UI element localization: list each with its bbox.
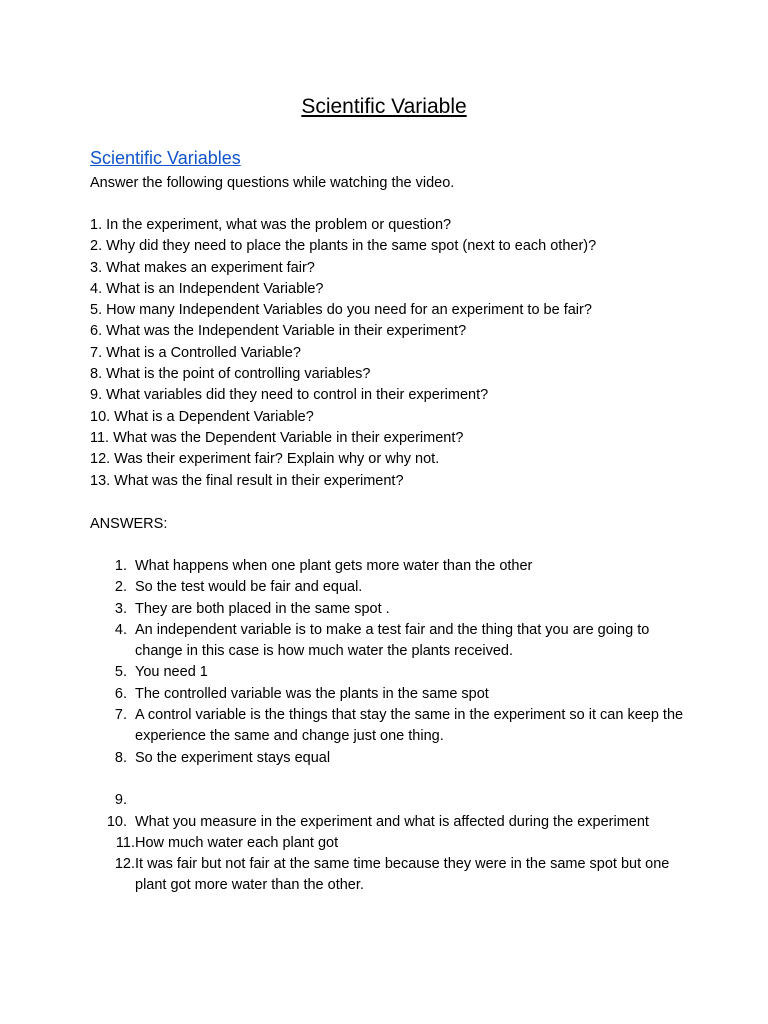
instructions-text: Answer the following questions while watching the video. — [90, 175, 455, 191]
answer-item — [90, 662, 690, 683]
answer-item — [90, 620, 690, 663]
answer-item — [90, 684, 690, 705]
answer-item — [90, 812, 690, 833]
question-item: 6. What was the Independent Variable in their experiment? — [90, 323, 467, 340]
answer-number: 6. — [114, 685, 127, 702]
question-item: 12. Was their experiment fair? Explain why or why not. — [90, 451, 440, 468]
answer-number: 8. — [114, 749, 127, 766]
answer-text: They are both placed in the same spot . — [135, 600, 390, 617]
answer-number: 3. — [114, 600, 127, 617]
answer-number: 4. — [114, 621, 127, 638]
question-item: 3. What makes an experiment fair? — [90, 259, 315, 276]
answer-text: The controlled variable was the plants in the same spot — [135, 685, 489, 702]
answer-item — [90, 833, 690, 854]
answer-item — [90, 854, 690, 897]
answer-text: What you measure in the experiment and what is affected during the experiment — [135, 813, 649, 830]
answer-number: 10. — [106, 813, 127, 830]
answer-text: A control variable is the things that stay the same in the experiment so it can keep the experience the same and change just one thing. — [135, 707, 684, 745]
question-item: 1. In the experiment, what was the problem or question? — [90, 217, 452, 233]
answer-text: It was fair but not fair at the same time because they were in the same spot but one plant got more water than the other. — [135, 856, 670, 894]
question-item: 2. Why did they need to place the plants in the same spot (next to each other)? — [90, 238, 597, 255]
question-item: 4. What is an Independent Variable? — [90, 280, 324, 297]
answer-number: 5. — [114, 664, 127, 681]
answer-number: 7. — [114, 707, 127, 724]
document-title: Scientific Variable — [301, 95, 467, 118]
answers-list — [90, 556, 690, 897]
answer-item — [90, 705, 690, 748]
question-item: 7. What is a Controlled Variable? — [90, 344, 301, 361]
questions-list — [90, 215, 596, 492]
question-item: 13. What was the final result in their experiment? — [90, 472, 404, 489]
answer-text: How much water each plant got — [135, 834, 339, 851]
answer-number: 1. — [114, 558, 127, 574]
answer-text: So the experiment stays equal — [135, 749, 331, 766]
question-item: 8. What is the point of controlling variables? — [90, 366, 371, 383]
blank-line — [90, 769, 690, 790]
answer-item — [90, 790, 690, 811]
answers-heading: ANSWERS: — [90, 516, 168, 532]
answer-item — [90, 556, 690, 577]
answer-text: So the test would be fair and equal. — [135, 579, 363, 596]
question-item: 10. What is a Dependent Variable? — [90, 408, 314, 425]
answer-number: 2. — [114, 579, 127, 596]
answer-item — [90, 748, 690, 769]
question-item: 11. What was the Dependent Variable in their experiment? — [90, 429, 464, 446]
scientific-variables-link[interactable]: Scientific Variables — [90, 148, 241, 168]
answer-text: An independent variable is to make a test fair and the thing that you are going to change in this case is how much water the plants received. — [135, 621, 650, 660]
answer-number: 11. — [115, 834, 135, 851]
answer-item — [90, 599, 690, 620]
answer-number: 9. — [114, 792, 127, 809]
answer-item — [90, 577, 690, 598]
question-item: 5. How many Independent Variables do you need for an experiment to be fair? — [90, 302, 592, 319]
answer-text — [135, 790, 690, 811]
answer-text: You need 1 — [135, 664, 208, 681]
answer-number: 12. — [114, 856, 135, 873]
answer-text: What happens when one plant gets more water than the other — [135, 558, 533, 574]
question-item: 9. What variables did they need to control in their experiment? — [90, 387, 489, 404]
